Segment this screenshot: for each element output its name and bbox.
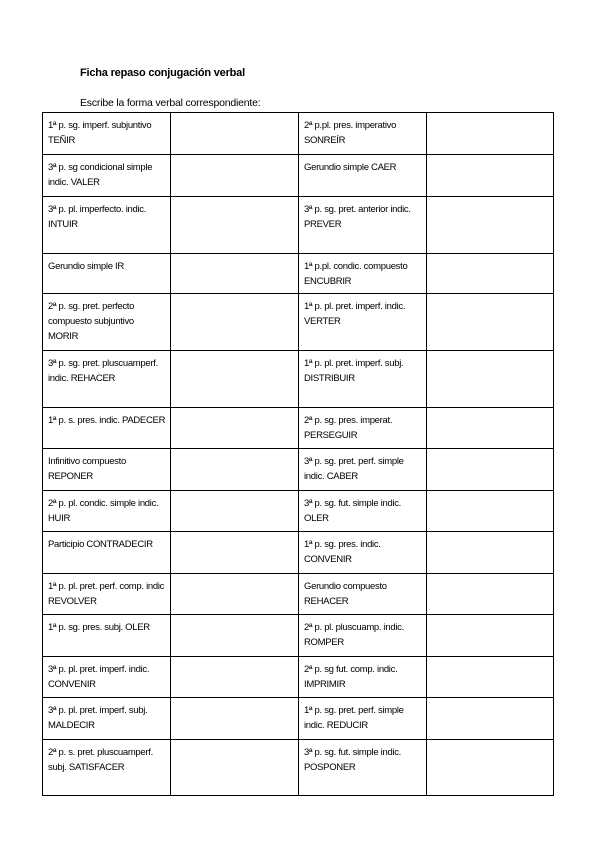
prompt-cell-right: 1ª p.pl. condic. compuesto ENCUBRIR: [299, 254, 427, 294]
answer-cell-right[interactable]: [427, 657, 554, 698]
answer-cell-right[interactable]: [427, 113, 554, 155]
prompt-cell-left: Infinitivo compuesto REPONER: [43, 449, 171, 491]
answer-cell-right[interactable]: [427, 574, 554, 615]
prompt-cell-right: 3ª p. sg. pret. anterior indic. PREVER: [299, 197, 427, 254]
answer-cell-left[interactable]: [171, 351, 299, 408]
table-row: [43, 449, 554, 491]
prompt-cell-right: 1ª p. sg. pret. perf. simple indic. REDUCIR: [299, 698, 427, 740]
prompt-cell-left: 3ª p. sg condicional simple indic. VALER: [43, 155, 171, 197]
table-row: [43, 491, 554, 532]
answer-cell-left[interactable]: [171, 740, 299, 796]
prompt-cell-right: 3ª p. sg. pret. perf. simple indic. CABER: [299, 449, 427, 491]
prompt-cell-left: 3ª p. pl. imperfecto. indic. INTUIR: [43, 197, 171, 254]
answer-cell-right[interactable]: [427, 740, 554, 796]
table-row: [43, 740, 554, 796]
prompt-cell-left: 1ª p. sg. imperf. subjuntivo TEÑIR: [43, 113, 171, 155]
table-row: [43, 574, 554, 615]
prompt-cell-right: 1ª p. pl. pret. imperf. indic. VERTER: [299, 294, 427, 351]
answer-cell-right[interactable]: [427, 294, 554, 351]
prompt-cell-left: 2ª p. pl. condic. simple indic. HUIR: [43, 491, 171, 532]
prompt-cell-left: 2ª p. sg. pret. perfecto compuesto subjuntivo MORIR: [43, 294, 171, 351]
answer-cell-left[interactable]: [171, 574, 299, 615]
answer-cell-right[interactable]: [427, 155, 554, 197]
table-row: [43, 408, 554, 449]
answer-cell-left[interactable]: [171, 294, 299, 351]
prompt-cell-right: 1ª p. pl. pret. imperf. subj. DISTRIBUIR: [299, 351, 427, 408]
prompt-cell-right: 2ª p. pl. pluscuamp. indic. ROMPER: [299, 615, 427, 657]
table-row: [43, 532, 554, 574]
prompt-cell-left: 2ª p. s. pret. pluscuamperf. subj. SATISFACER: [43, 740, 171, 796]
answer-cell-right[interactable]: [427, 254, 554, 294]
prompt-cell-right: 3ª p. sg. fut. simple indic. OLER: [299, 491, 427, 532]
table-row: [43, 698, 554, 740]
prompt-cell-right: 2ª p. sg. pres. imperat. PERSEGUIR: [299, 408, 427, 449]
prompt-cell-left: 3ª p. pl. pret. imperf. indic. CONVENIR: [43, 657, 171, 698]
answer-cell-left[interactable]: [171, 155, 299, 197]
answer-cell-left[interactable]: [171, 197, 299, 254]
worksheet-title: Ficha repaso conjugación verbal: [80, 67, 245, 79]
answer-cell-left[interactable]: [171, 698, 299, 740]
worksheet-instruction: Escribe la forma verbal correspondiente:: [80, 97, 261, 109]
answer-cell-right[interactable]: [427, 351, 554, 408]
prompt-cell-left: 3ª p. sg. pret. pluscuamperf. indic. REHACER: [43, 351, 171, 408]
table-row: [43, 197, 554, 254]
prompt-cell-left: 1ª p. s. pres. indic. PADECER: [43, 408, 171, 449]
answer-cell-left[interactable]: [171, 113, 299, 155]
answer-cell-right[interactable]: [427, 532, 554, 574]
prompt-cell-right: 3ª p. sg. fut. simple indic. POSPONER: [299, 740, 427, 796]
answer-cell-right[interactable]: [427, 197, 554, 254]
table-row: [43, 351, 554, 408]
answer-cell-left[interactable]: [171, 408, 299, 449]
answer-cell-left[interactable]: [171, 491, 299, 532]
prompt-cell-left: 3ª p. pl. pret. imperf. subj. MALDECIR: [43, 698, 171, 740]
answer-cell-left[interactable]: [171, 532, 299, 574]
answer-cell-right[interactable]: [427, 615, 554, 657]
prompt-cell-left: Gerundio simple IR: [43, 254, 171, 294]
answer-cell-right[interactable]: [427, 491, 554, 532]
answer-cell-right[interactable]: [427, 408, 554, 449]
prompt-cell-right: 2ª p.pl. pres. imperativo SONREÍR: [299, 113, 427, 155]
prompt-cell-left: 1ª p. pl. pret. perf. comp. indic REVOLVER: [43, 574, 171, 615]
answer-cell-right[interactable]: [427, 449, 554, 491]
table-row: [43, 113, 554, 155]
conjugation-table: [42, 112, 554, 796]
prompt-cell-left: Participio CONTRADECIR: [43, 532, 171, 574]
table-row: [43, 254, 554, 294]
prompt-cell-right: 1ª p. sg. pres. indic. CONVENIR: [299, 532, 427, 574]
table-row: [43, 155, 554, 197]
table-row: [43, 657, 554, 698]
prompt-cell-left: 1ª p. sg. pres. subj. OLER: [43, 615, 171, 657]
prompt-cell-right: 2ª p. sg fut. comp. indic. IMPRIMIR: [299, 657, 427, 698]
prompt-cell-right: Gerundio compuesto REHACER: [299, 574, 427, 615]
answer-cell-left[interactable]: [171, 254, 299, 294]
table-row: [43, 615, 554, 657]
answer-cell-left[interactable]: [171, 657, 299, 698]
answer-cell-right[interactable]: [427, 698, 554, 740]
answer-cell-left[interactable]: [171, 449, 299, 491]
prompt-cell-right: Gerundio simple CAER: [299, 155, 427, 197]
answer-cell-left[interactable]: [171, 615, 299, 657]
table-row: [43, 294, 554, 351]
